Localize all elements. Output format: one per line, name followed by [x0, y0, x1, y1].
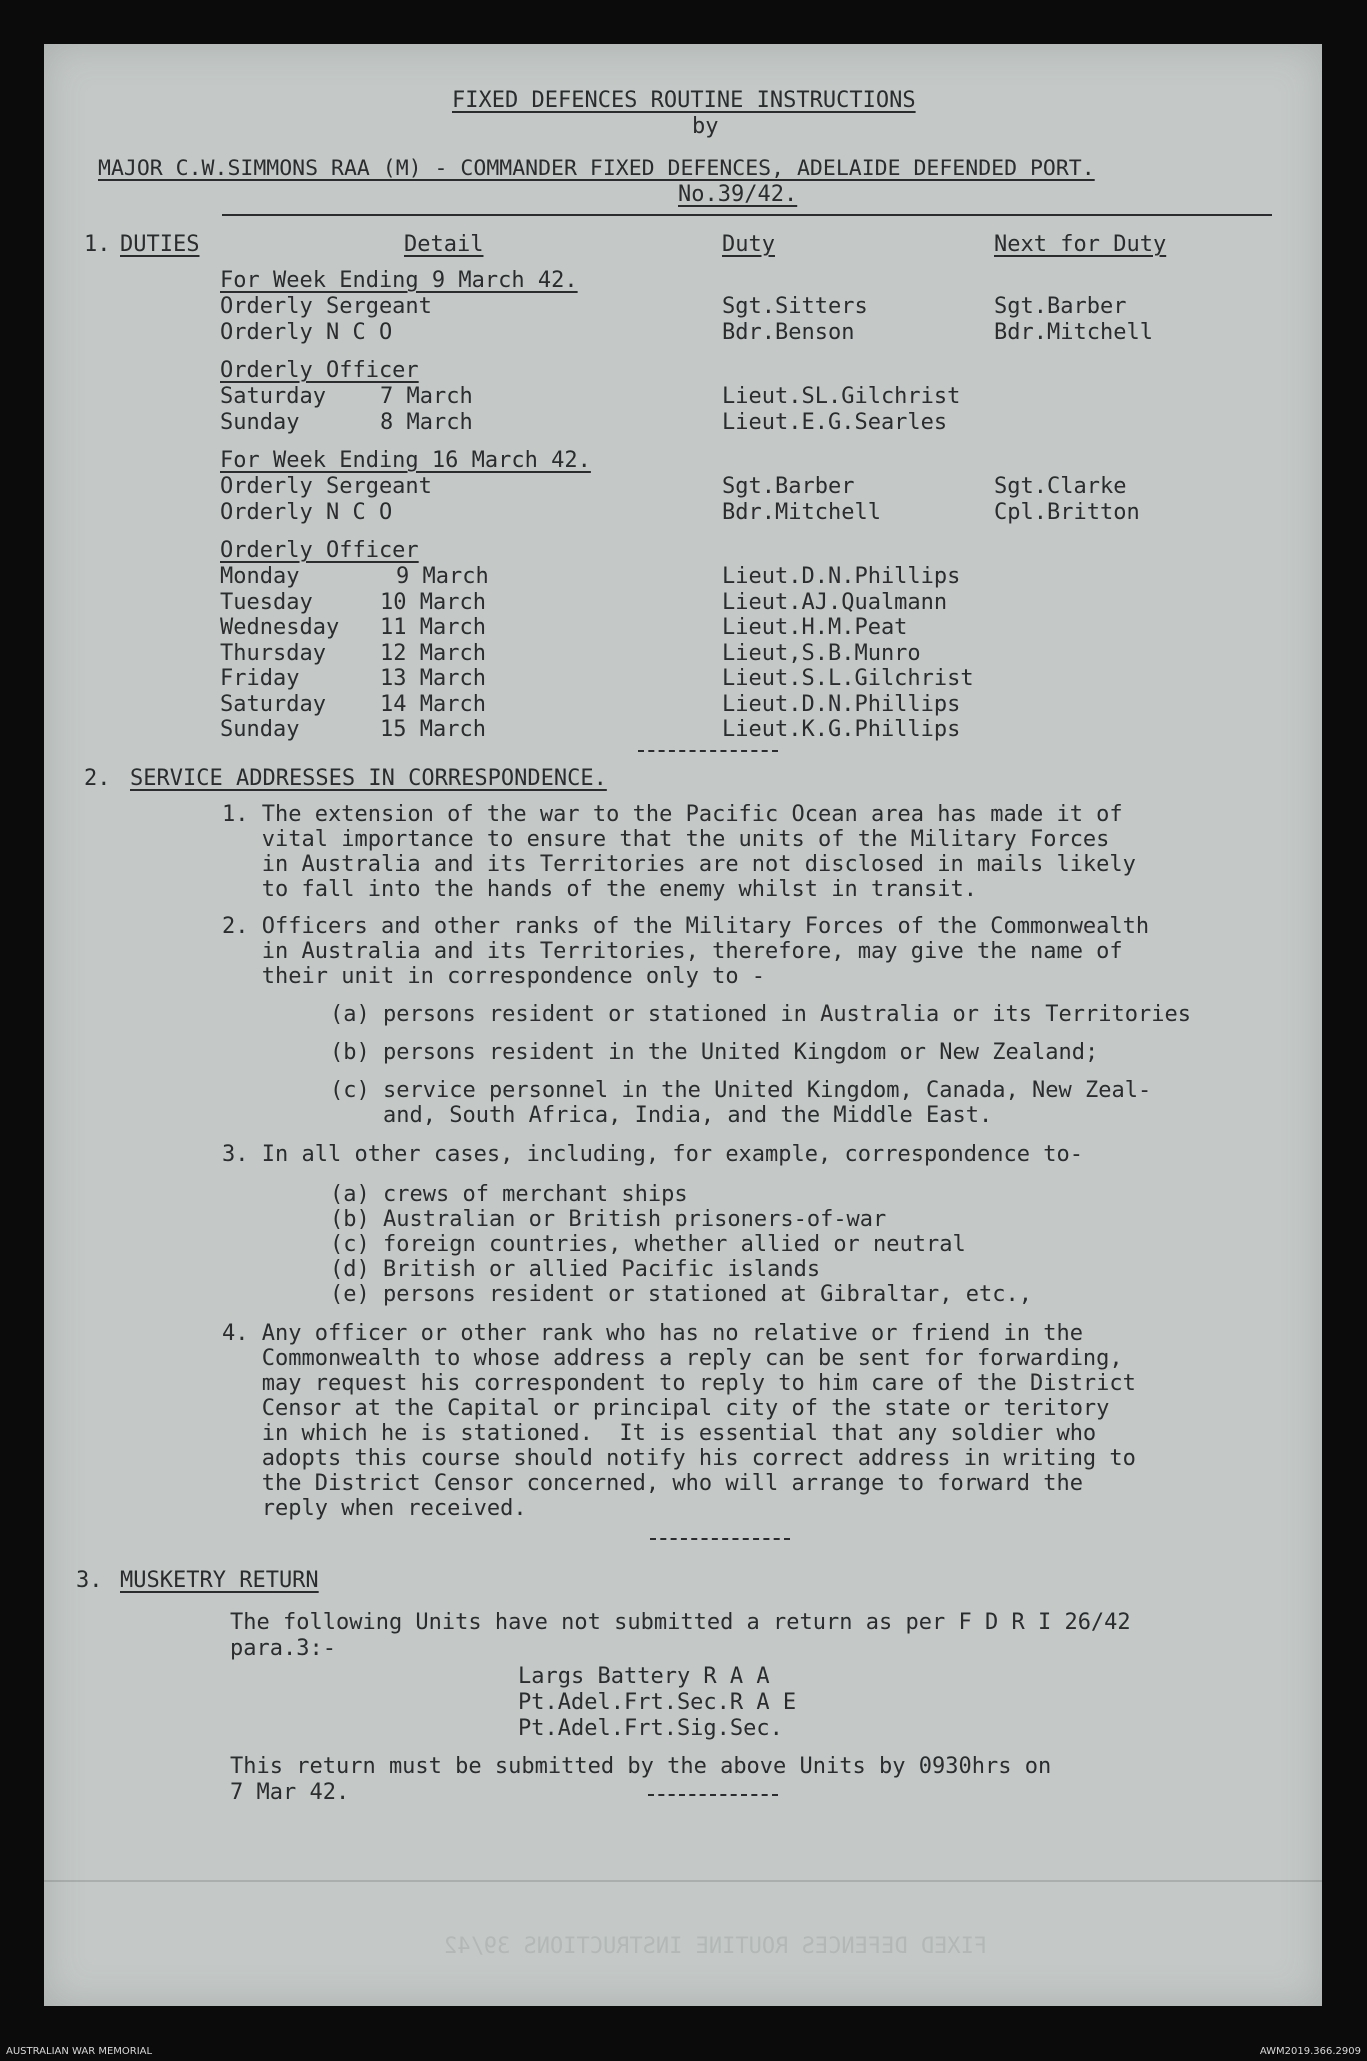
- week2-day: Tuesday: [220, 590, 313, 615]
- document-title: FIXED DEFENCES ROUTINE INSTRUCTIONS: [452, 88, 916, 113]
- week1-officer: Lieut.E.G.Searles: [722, 410, 948, 435]
- week1-orderly-sergeant-duty: Sgt.Sitters: [722, 294, 868, 319]
- addresses-para4-line: Commonwealth to whose address a reply can be sent for forwarding,: [222, 1346, 1123, 1371]
- musketry-deadline: This return must be submitted by the above Units by 0930hrs on: [230, 1754, 1052, 1779]
- week2-title: For Week Ending 16 March 42.: [220, 448, 591, 473]
- col-next-heading: Next for Duty: [994, 232, 1167, 257]
- week1-officer: Lieut.SL.Gilchrist: [722, 384, 961, 409]
- bleed-through-text: FIXED DEFENCES ROUTINE INSTRUCTIONS 39/42: [444, 1934, 988, 1959]
- musketry-unit: Largs Battery R A A: [518, 1664, 770, 1689]
- footer-accession-number: AWM2019.366.2909: [1259, 2046, 1361, 2057]
- week2-day: Wednesday: [220, 615, 340, 640]
- addresses-para3-item: (d) British or allied Pacific islands: [330, 1257, 821, 1282]
- week2-officer: Lieut.S.L.Gilchrist: [722, 666, 974, 691]
- section-divider: [648, 1794, 778, 1796]
- musketry-unit: Pt.Adel.Frt.Sig.Sec.: [518, 1716, 783, 1741]
- section-divider: [650, 1538, 790, 1540]
- document-commander: MAJOR C.W.SIMMONS RAA (M) - COMMANDER FIXED DEFENCES, ADELAIDE DEFENDED PORT.: [98, 156, 1095, 181]
- addresses-para1-line: to fall into the hands of the enemy whilst in transit.: [222, 877, 977, 902]
- addresses-para4-line: adopts this course should notify his correct address in writing to: [222, 1446, 1136, 1471]
- week1-date: 8 March: [380, 410, 473, 435]
- week2-date: 15 March: [380, 717, 486, 742]
- addresses-para2-item: (b) persons resident in the United Kingdom or New Zealand;: [330, 1040, 1099, 1065]
- footer-institution: AUSTRALIAN WAR MEMORIAL: [6, 2046, 153, 2057]
- addresses-number: 2.: [84, 766, 111, 791]
- section-divider: [638, 750, 778, 752]
- week2-officer-title: Orderly Officer: [220, 538, 419, 563]
- document-page: [44, 44, 1322, 2006]
- week2-day: Sunday: [220, 717, 300, 742]
- musketry-intro: para.3:-: [230, 1636, 336, 1661]
- header-rule: [222, 214, 1272, 216]
- week1-orderly-nco: Orderly N C O: [220, 320, 393, 345]
- addresses-para2-line: their unit in correspondence only to -: [222, 964, 766, 989]
- document-by: by: [692, 114, 719, 139]
- week2-orderly-nco-duty: Bdr.Mitchell: [722, 500, 881, 525]
- week1-title: For Week Ending 9 March 42.: [220, 268, 578, 293]
- addresses-para1-line: vital importance to ensure that the units of the Military Forces: [222, 827, 1110, 852]
- week2-officer: Lieut,S.B.Munro: [722, 641, 921, 666]
- duties-heading: DUTIES: [120, 232, 200, 257]
- addresses-heading: SERVICE ADDRESSES IN CORRESPONDENCE.: [130, 766, 607, 791]
- week2-orderly-nco: Orderly N C O: [220, 500, 393, 525]
- col-duty-heading: Duty: [722, 232, 775, 257]
- week2-day: Saturday: [220, 692, 326, 717]
- addresses-para2-line: in Australia and its Territories, therefore, may give the name of: [222, 939, 1123, 964]
- addresses-para4-line: in which he is stationed. It is essential that any soldier who: [222, 1421, 1097, 1446]
- week1-date: 7 March: [380, 384, 473, 409]
- addresses-para4-line: the District Censor concerned, who will arrange to forward the: [222, 1471, 1083, 1496]
- addresses-para3-item: (e) persons resident or stationed at Gibraltar, etc.,: [330, 1282, 1032, 1307]
- musketry-unit: Pt.Adel.Frt.Sec.R A E: [518, 1690, 797, 1715]
- addresses-para1-line: in Australia and its Territories are not disclosed in mails likely: [222, 852, 1136, 877]
- week2-date: 13 March: [380, 666, 486, 691]
- musketry-heading: MUSKETRY RETURN: [120, 1568, 319, 1593]
- addresses-para2-item: and, South Africa, India, and the Middle East.: [330, 1103, 993, 1128]
- week1-orderly-sergeant-next: Sgt.Barber: [994, 294, 1127, 319]
- week2-date: 11 March: [380, 615, 486, 640]
- duties-number: 1.: [84, 232, 111, 257]
- week2-date: 12 March: [380, 641, 486, 666]
- addresses-para4-line: Censor at the Capital or principal city of the state or teritory: [222, 1396, 1110, 1421]
- week2-day: Monday: [220, 564, 300, 589]
- week2-officer: Lieut.H.M.Peat: [722, 615, 908, 640]
- addresses-para3-item: (b) Australian or British prisoners-of-war: [330, 1207, 887, 1232]
- week2-day: Friday: [220, 666, 300, 691]
- week2-date: 14 March: [380, 692, 486, 717]
- musketry-intro: The following Units have not submitted a return as per F D R I 26/42: [230, 1610, 1131, 1635]
- week2-orderly-sergeant-next: Sgt.Clarke: [994, 474, 1127, 499]
- addresses-para1-line: 1. The extension of the war to the Pacific Ocean area has made it of: [222, 802, 1123, 827]
- addresses-para2-item: (a) persons resident or stationed in Australia or its Territories: [330, 1002, 1191, 1027]
- week2-date: 10 March: [380, 590, 486, 615]
- page-fold-line: [44, 1880, 1322, 1882]
- week1-day: Sunday: [220, 410, 300, 435]
- week1-day: Saturday: [220, 384, 326, 409]
- addresses-para4-line: 4. Any officer or other rank who has no relative or friend in the: [222, 1321, 1083, 1346]
- week2-orderly-nco-next: Cpl.Britton: [994, 500, 1140, 525]
- week1-officer-title: Orderly Officer: [220, 358, 419, 383]
- addresses-para3-item: (a) crews of merchant ships: [330, 1182, 688, 1207]
- week2-orderly-sergeant-duty: Sgt.Barber: [722, 474, 855, 499]
- week2-day: Thursday: [220, 641, 326, 666]
- musketry-deadline: 7 Mar 42.: [230, 1780, 350, 1805]
- week1-orderly-sergeant: Orderly Sergeant: [220, 294, 432, 319]
- week1-orderly-nco-next: Bdr.Mitchell: [994, 320, 1153, 345]
- week2-officer: Lieut.K.G.Phillips: [722, 717, 961, 742]
- addresses-para4-line: may request his correspondent to reply to him care of the District: [222, 1371, 1136, 1396]
- week2-orderly-sergeant: Orderly Sergeant: [220, 474, 432, 499]
- week2-officer: Lieut.D.N.Phillips: [722, 564, 961, 589]
- week2-officer: Lieut.D.N.Phillips: [722, 692, 961, 717]
- document-number: No.39/42.: [678, 182, 798, 207]
- addresses-para3: 3. In all other cases, including, for example, correspondence to-: [222, 1142, 1083, 1167]
- week2-officer: Lieut.AJ.Qualmann: [722, 590, 948, 615]
- addresses-para2-line: 2. Officers and other ranks of the Military Forces of the Commonwealth: [222, 914, 1150, 939]
- addresses-para4-line: reply when received.: [222, 1496, 527, 1521]
- col-detail-heading: Detail: [404, 232, 484, 257]
- week2-date: 9 March: [396, 564, 489, 589]
- addresses-para3-item: (c) foreign countries, whether allied or neutral: [330, 1232, 966, 1257]
- addresses-para2-item: (c) service personnel in the United Kingdom, Canada, New Zeal-: [330, 1078, 1152, 1103]
- musketry-number: 3.: [76, 1568, 103, 1593]
- week1-orderly-nco-duty: Bdr.Benson: [722, 320, 855, 345]
